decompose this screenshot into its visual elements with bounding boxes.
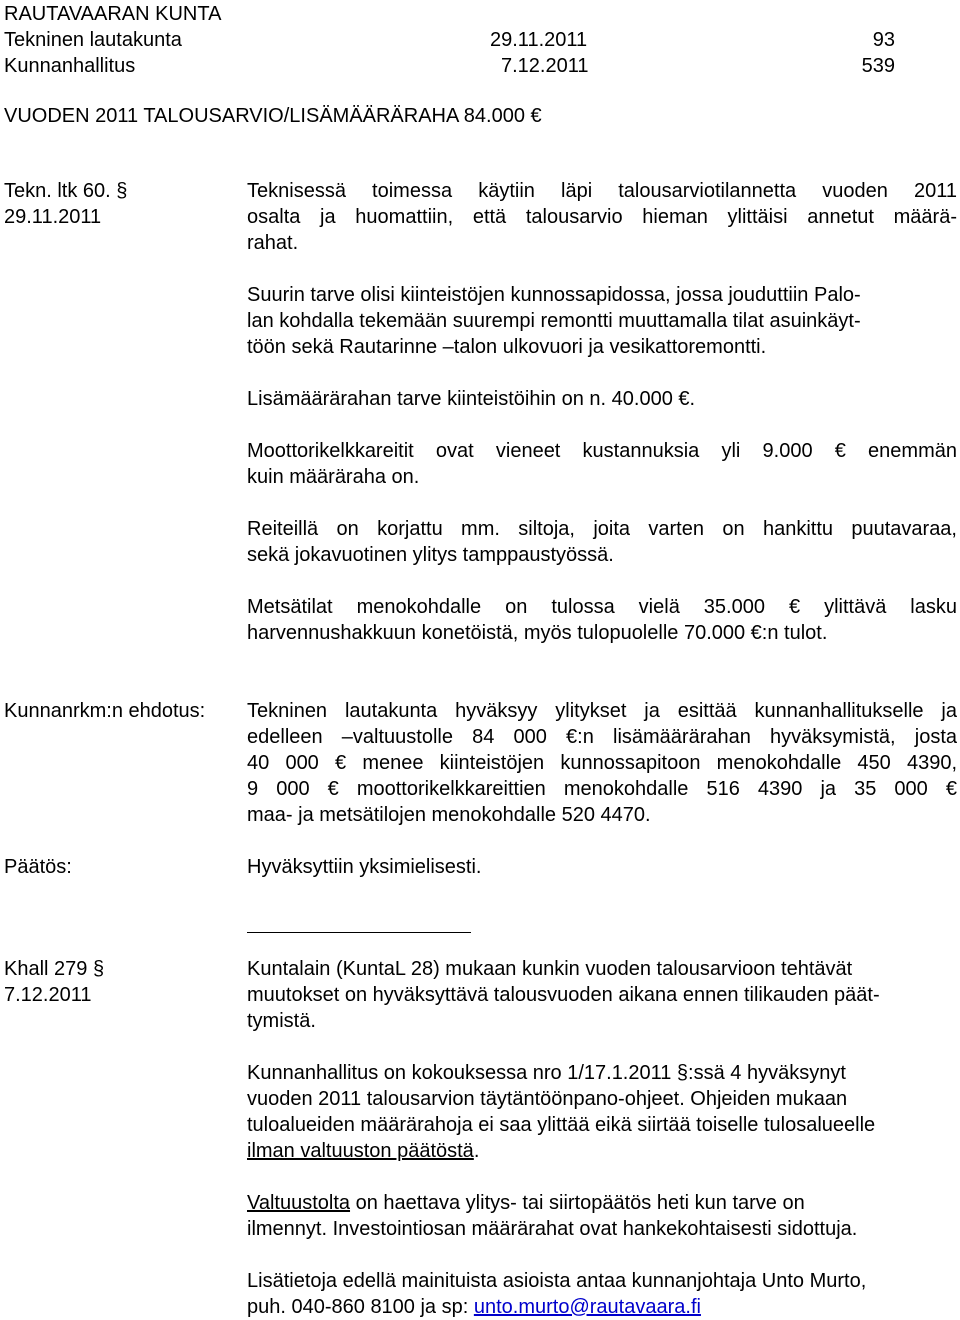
tekn-paragraph-6: Metsätilat menokohdalle on tulossa vielä 35.000 € ylittävä lasku harvennushakkuun konetöistä, myös tulopuolelle 70.000 €:n tulot. (247, 596, 957, 644)
header-body-kunnanhallitus: Kunnanhallitus (4, 55, 136, 77)
tekn-reference: Tekn. ltk 60. § (4, 180, 128, 202)
tekn-paragraph-1: Teknisessä toimessa käytiin läpi talousarviotilannetta vuoden 2011 osalta ja huomattiin, että talousarvio hieman ylittäisi annetut määrä- rahat. (247, 180, 957, 254)
tekn-reference-date: 29.11.2011 (4, 206, 102, 228)
section-divider (247, 932, 471, 933)
khall-paragraph-2: Kunnanhallitus on kokouksessa nro 1/17.1.2011 §:ssä 4 hyväksynyt vuoden 2011 talousarvion täytäntöönpano-ohjeet. Ohjeiden mukaan tuloalueiden määrärahoja ei saa ylittää eikä siirtää toiselle tulosalueelle ilman valtuuston päätöstä. (247, 1062, 876, 1162)
document-title: VUODEN 2011 TALOUSARVIO/LISÄMÄÄRÄRAHA 84.000 € (4, 105, 542, 127)
tekn-paragraph-5: Reiteillä on korjattu mm. siltoja, joita varten on hankittu puutavaraa, sekä jokavuotinen ylitys tamppaustyössä. (247, 518, 957, 566)
header-date-kunnanhallitus: 7.12.2011 (501, 55, 589, 77)
tekn-paragraph-4: Moottorikelkkareitit ovat vieneet kustannuksia yli 9.000 € enemmän kuin määräraha on. (247, 440, 957, 488)
header-page-tekninen: 93 (872, 29, 895, 51)
underlined-valtuustolta: Valtuustolta (247, 1192, 351, 1214)
proposal-label: Kunnanrkm:n ehdotus: (4, 700, 206, 722)
khall-paragraph-3: Valtuustolta on haettava ylitys- tai siirtopäätös heti kun tarve on ilmennyt. Investointiosan määrärahat ovat hankekohtaisesti sidottuja. (247, 1192, 858, 1240)
proposal-text: Tekninen lautakunta hyväksyy ylitykset ja esittää kunnanhallitukselle ja edelleen –valtuustolle 84 000 €:n lisämäärärahan hyväksymistä, josta 40 000 € menee kiinteistöjen kunnossapitoon menokohdalle 450 4390, 9 000 € moottorikelkkareittien menokohdalle 516 4390 ja 35 000 € maa- ja metsätilojen menokohdalle 520 4470. (247, 700, 957, 826)
khall-reference: Khall 279 § (4, 958, 105, 980)
khall-paragraph-4: Lisätietoja edellä mainituista asioista antaa kunnanjohtaja Unto Murto, puh. 040-860 8100 ja sp: unto.murto@rautavaara.fi (247, 1270, 867, 1318)
header-date-tekninen: 29.11.2011 (490, 29, 588, 51)
khall-reference-date: 7.12.2011 (4, 984, 92, 1006)
underlined-council-decision: ilman valtuuston päätöstä (247, 1140, 474, 1162)
tekn-paragraph-3: Lisämäärärahan tarve kiinteistöihin on n. 40.000 €. (247, 388, 696, 410)
email-link[interactable]: unto.murto@rautavaara.fi (473, 1296, 701, 1318)
khall-paragraph-1: Kuntalain (KuntaL 28) mukaan kunkin vuoden talousarvioon tehtävät muutokset on hyväksyttävä talousvuoden aikana ennen tilikauden päät- tymistä. (247, 958, 880, 1032)
organization-name: RAUTAVAARAN KUNTA (4, 3, 222, 25)
header-body-tekninen: Tekninen lautakunta (4, 29, 182, 51)
decision-label: Päätös: (4, 856, 72, 878)
tekn-paragraph-2: Suurin tarve olisi kiinteistöjen kunnossapidossa, jossa jouduttiin Palo- lan kohdalla tekemään suurempi remontti muuttamalla tilat asuinkäyt- töön sekä Rautarinne –talon ulkovuori ja vesikattoremontti. (247, 284, 861, 358)
decision-text: Hyväksyttiin yksimielisesti. (247, 856, 482, 878)
header-page-kunnanhallitus: 539 (861, 55, 895, 77)
